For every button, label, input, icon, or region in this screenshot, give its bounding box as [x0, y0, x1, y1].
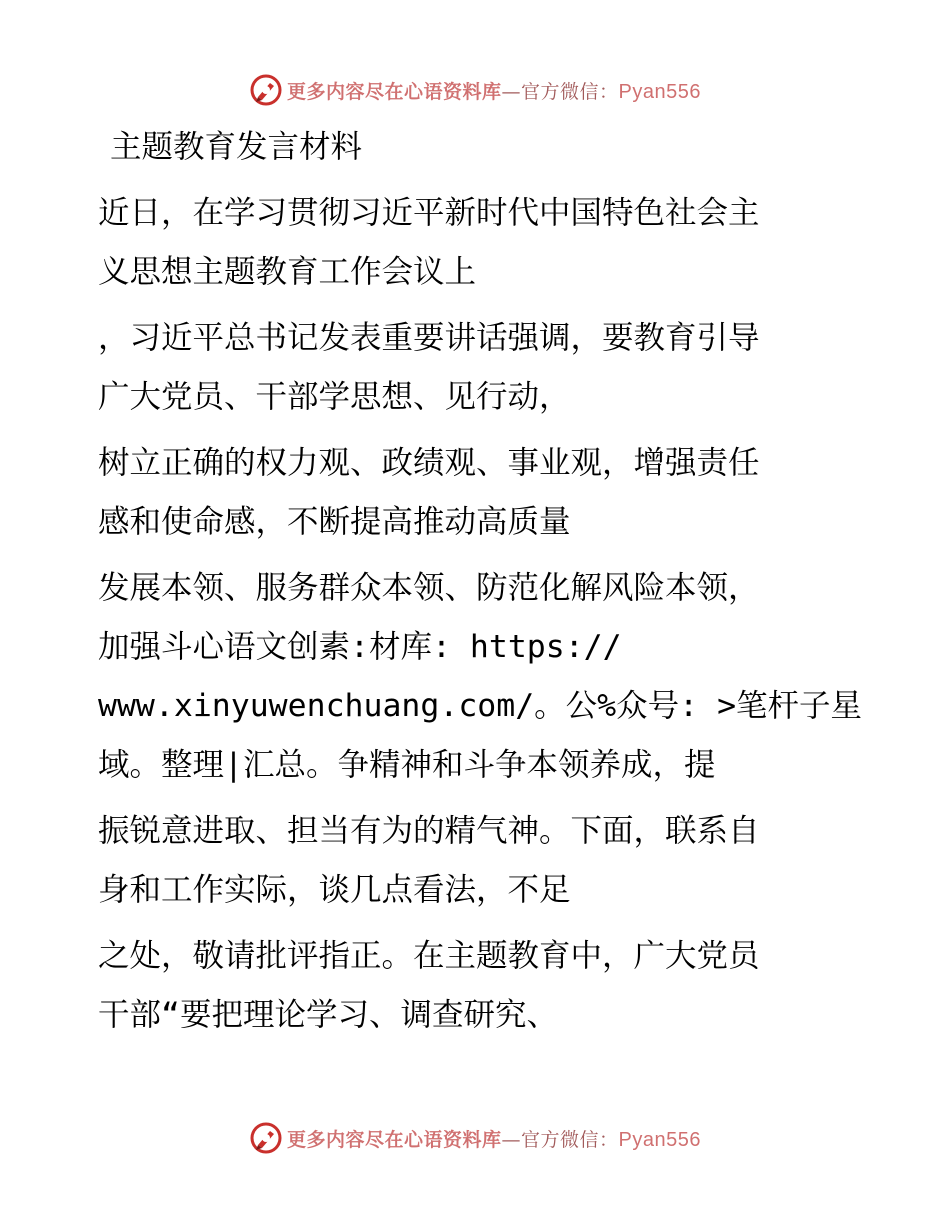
body-line: ，习近平总书记发表重要讲话强调，要教育引导 [98, 320, 760, 356]
body-line: 加强斗心语文创素:材库: https:// [98, 629, 622, 665]
body-line: 树立正确的权力观、政绩观、事业观，增强责任 [98, 445, 760, 481]
body-line: www.xinyuwenchuang.com/。公%众号: >笔杆子星 [98, 688, 863, 724]
body-line: 发展本领、服务群众本领、防范化解风险本领， [98, 570, 760, 606]
body-line: 近日，在学习贯彻习近平新时代中国特色社会主 [98, 195, 760, 231]
document-title: 主题教育发言材料 [110, 129, 363, 165]
body-line: 振锐意进取、担当有为的精气神。下面，联系自 [98, 813, 760, 849]
header-watermark-banner [0, 70, 950, 110]
banner-text: 更多内容尽在心语资料库—官方微信：Pyan556 [287, 80, 701, 103]
body-line: 干部“要把理论学习、调查研究、 [98, 997, 558, 1033]
body-line: 身和工作实际，谈几点看法，不足 [98, 872, 571, 908]
footer-watermark-banner [0, 1118, 950, 1158]
body-line: 广大党员、干部学思想、见行动， [98, 379, 571, 415]
pen-logo-icon [249, 1121, 283, 1155]
body-line: 之处，敬请批评指正。在主题教育中，广大党员 [98, 938, 760, 974]
body-line: 感和使命感，不断提高推动高质量 [98, 504, 571, 540]
body-line: 义思想主题教育工作会议上 [98, 254, 477, 290]
banner-text: 更多内容尽在心语资料库—官方微信：Pyan556 [287, 1128, 701, 1151]
pen-logo-icon [249, 73, 283, 107]
document-body [98, 118, 863, 1045]
body-line: 域。整理|汇总。争精神和斗争本领养成，提 [98, 747, 716, 783]
